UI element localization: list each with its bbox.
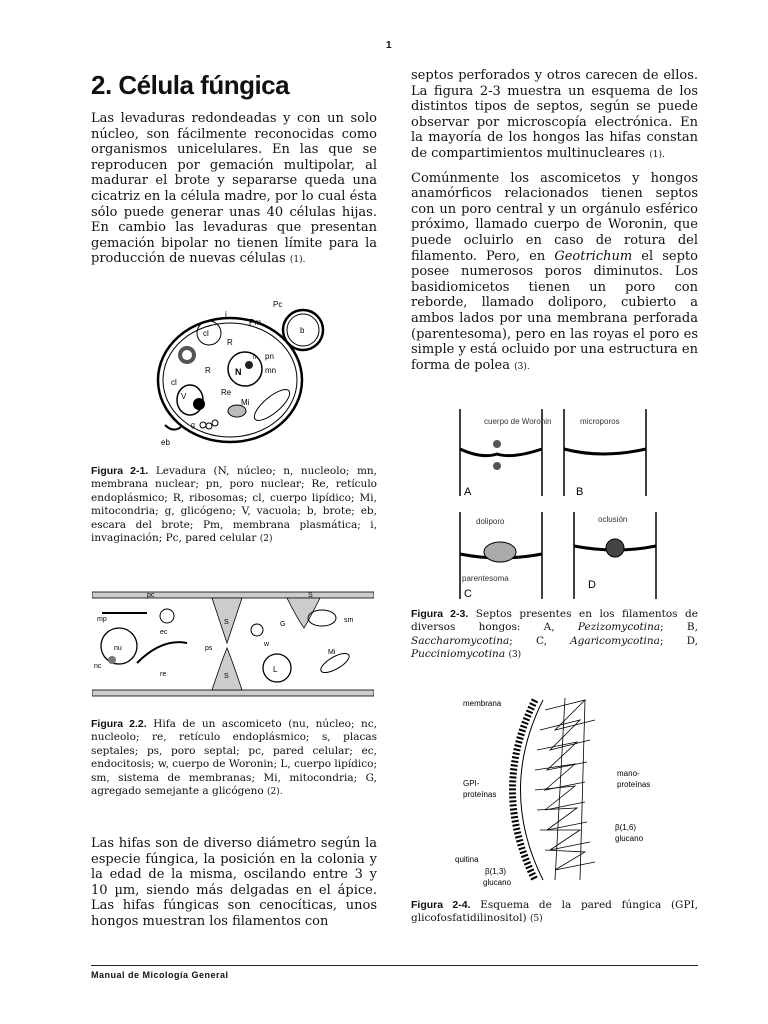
fig1-label-v: V (181, 392, 187, 401)
figure-2-2-hypha-diagram (92, 588, 374, 700)
fig4-label-mano: mano- (617, 769, 640, 778)
fig1-label-r: R (227, 338, 233, 347)
page-number: 1 (386, 40, 392, 51)
fig3-label-oclusion: oclusión (598, 515, 628, 524)
fig3-label-b: B (576, 486, 584, 498)
fig1-label-pc: Pc (273, 300, 283, 309)
fig1-label-n-small: n (253, 355, 257, 361)
fig1-label-i: i (225, 310, 227, 319)
fig4-label-quitina: quitina (455, 855, 479, 864)
fig3-label-d: D (588, 579, 596, 591)
fig2-label-l: L (273, 665, 278, 674)
right-column (411, 68, 698, 375)
fig4-label-proteinas: proteínas (463, 790, 497, 799)
fig2-label-nc: nc (94, 663, 102, 670)
fig1-label-pn: pn (265, 352, 274, 361)
left-column (91, 70, 377, 269)
fig3-label-doliporo: doliporo (476, 517, 505, 526)
fig2-label-s-bot: S (224, 673, 229, 680)
fig2-label-re: re (160, 671, 167, 678)
fig4-label-glucano2: glucano (483, 878, 512, 887)
fig4-label-gpi: GPI- (463, 779, 480, 788)
fig1-label-mi: Mi (241, 398, 250, 407)
fig2-label-ps: ps (205, 645, 213, 652)
fig2-label-s-top: S (308, 592, 313, 599)
fig2-label-sm: sm (344, 617, 354, 624)
fig4-label-membrana: membrana (463, 699, 502, 708)
fig3-label-a: A (464, 486, 472, 498)
fig4-label-b16: β(1,6) (615, 823, 637, 832)
fig4-label-b13: β(1,3) (485, 867, 507, 876)
fig1-label-re: Re (221, 388, 232, 397)
fig2-label-g: G (280, 621, 286, 628)
fig1-label-b: b (300, 326, 305, 335)
fig1-label-g: g (191, 422, 195, 429)
fig1-label-cl: cl (203, 329, 209, 338)
figure-2-1-yeast-diagram (145, 295, 340, 450)
fig1-label-r2: R (205, 366, 211, 375)
fig3-label-c: C (464, 588, 472, 600)
fig1-label-eb: eb (161, 438, 170, 447)
fig2-label-ec: ec (160, 629, 168, 636)
figure-2-3-caption: Figura 2-3. Septos presentes en los filamentos de diversos hongos: A, Pezizomycotina; B, Saccharomycotina; C, Agaricomycotina; D, Pucciniomycotina (3) (411, 608, 698, 661)
fig4-label-proteinas2: proteínas (617, 780, 651, 789)
fig2-label-w: w (264, 641, 270, 648)
fig1-label-cl2: cl (171, 378, 177, 387)
fig1-label-mn: mn (265, 366, 277, 375)
fig3-label-woronin: cuerpo de Woronin (484, 417, 552, 426)
fig1-label-n-big: N (235, 367, 242, 377)
footer-divider (91, 965, 698, 966)
fig2-label-nu: nu (114, 645, 122, 652)
fig2-label-s-mid: S (224, 619, 229, 626)
fig2-label-mp: mp (97, 616, 107, 623)
paragraph-hifas: Las hifas son de diverso diámetro según la especie fúngica, la posición en la colonia y la edad de la misma, oscilando entre 3 y 10 µm, siendo más delgadas en el ápice. Las hifas fúngicas son cenocíticas, unos hongos muestran los filamentos con (91, 836, 377, 929)
paragraph-ascomicetos: Comúnmente los ascomicetos y hongos anamórficos relacionados tienen septos con un poro central y un orgánulo esférico próximo, llamado cuerpo de Woronin, que puede ocluirlo en caso de rotura del filamento. Pero, en Geotrichum el septo posee numerosos poros diminutos. Los basidiomicetos tienen un poro con reborde, llamado doliporo, cubierto a ambos lados por una membrana perforada (parentesoma), pero en las royas el poro es simple y está ocluido por una estructura en forma de polea (3). (411, 170, 698, 373)
fig3-label-parentesoma: parentesoma (462, 574, 509, 583)
fig4-label-glucano: glucano (615, 834, 644, 843)
fig1-label-pm: Pm (249, 318, 261, 327)
fig2-label-mi: Mi (328, 649, 336, 656)
paragraph-levaduras: Las levaduras redondeadas y con un solo núcleo, son fácilmente reconocidas como organismos unicelulares. En las que se reproducen por gemación multipolar, al madurar el brote y separarse queda una cicatriz en la célula madre, por lo cual ésta sólo puede generar unas 40 células hijas. En cambio las levaduras que presentan gemación bipolar no tienen límite para la producción de nuevas células (1). (91, 111, 377, 267)
fig2-label-pc: pc (147, 592, 155, 599)
paragraph-septos: septos perforados y otros carecen de ellos. La figura 2-3 muestra un esquema de los distintos tipos de septos, según se puede observar por microscopía electrónica. En la mayoría de los hongos las hifas constan de compartimientos multinucleares (1). (411, 68, 698, 161)
figure-2-2-caption: Figura 2.2. Hifa de un ascomiceto (nu, núcleo; nc, nucleolo; re, retículo endoplásmico; s, placas septales; ps, poro septal; pc, pared celular; ec, endocitosis; w, cuerpo de Woronin; L, cuerpo lipídico; sm, sistema de membranas; Mi, mitocondria; G, agregado semejante a glicógeno (2). (91, 718, 377, 798)
figure-2-4-caption: Figura 2-4. Esquema de la pared fúngica (GPI, glicofosfatidilinositol) (5) (411, 899, 698, 925)
figure-2-3-septa-diagram (452, 404, 667, 600)
footer-text: Manual de Micología General (91, 970, 229, 980)
fig3-label-microporos: microporos (580, 417, 620, 426)
page-title: 2. Célula fúngica (91, 70, 290, 100)
figure-2-1-caption: Figura 2-1. Levadura (N, núcleo; n, nucleolo; mn, membrana nuclear; pn, poro nuclear; Re, retículo endoplásmico; R, ribosomas; cl, cuerpo lipídico; Mi, mitocondria; g, glicógeno; V, vacuola; b, brote; eb, escara del brote; Pm, membrana plasmática; i, invaginación; Pc, pared celular (2) (91, 465, 377, 545)
figure-2-4-cell-wall-diagram (455, 690, 687, 890)
